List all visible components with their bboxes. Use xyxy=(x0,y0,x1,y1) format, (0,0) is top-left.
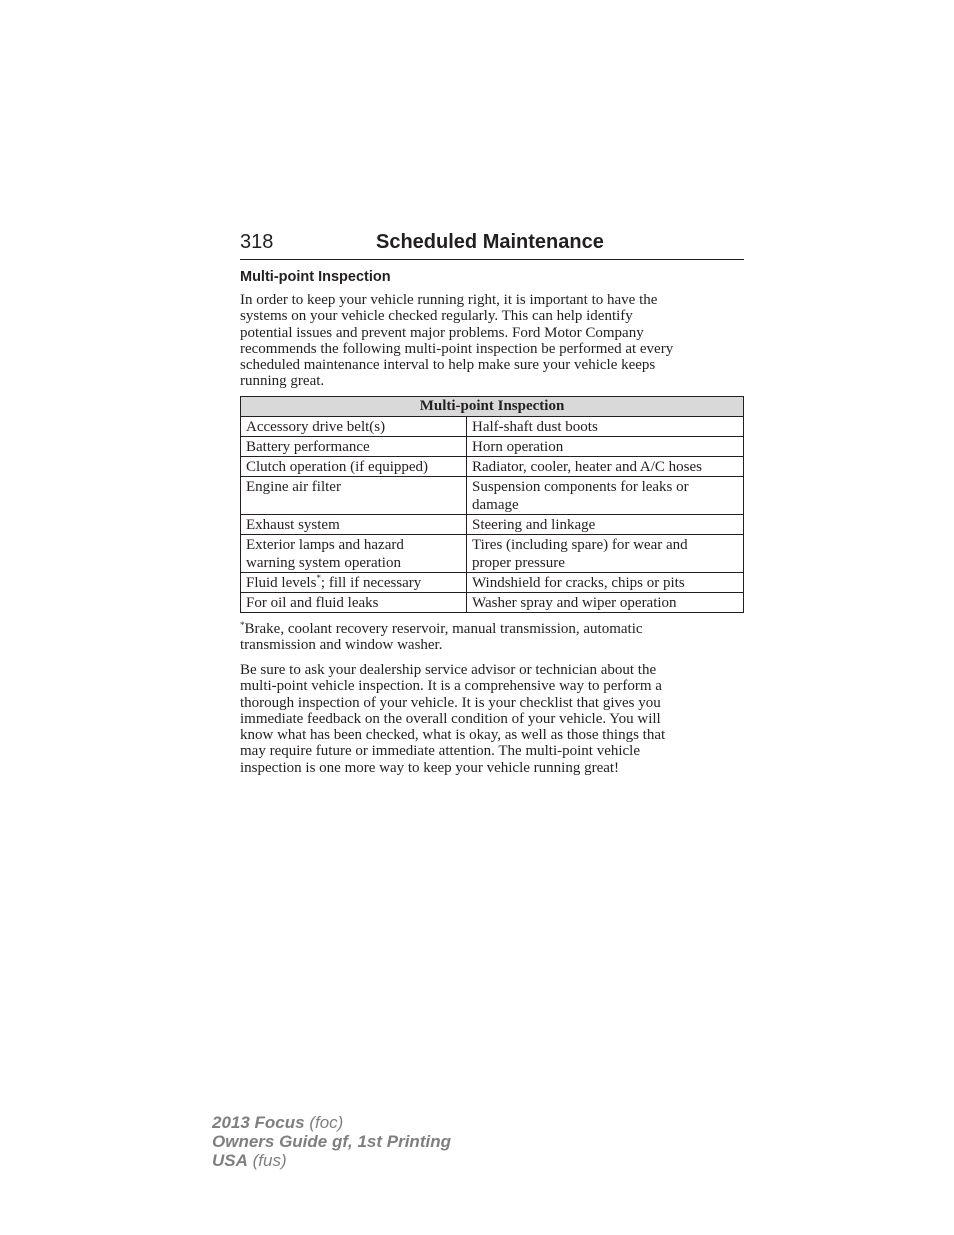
table-row xyxy=(241,417,744,437)
table-cell-left xyxy=(241,535,467,573)
footer-line xyxy=(212,1113,451,1132)
table-cell-left: Accessory drive belt(s) xyxy=(241,417,467,437)
footer-region-code: (fus) xyxy=(252,1151,287,1170)
table-row xyxy=(241,515,744,535)
intro-line: running great. xyxy=(240,373,325,390)
intro-line: In order to keep your vehicle running right, it is important to have the xyxy=(240,292,658,308)
footer-line xyxy=(212,1132,451,1151)
page-header xyxy=(240,228,744,260)
table-cell-right: Horn operation xyxy=(467,437,744,457)
table-row xyxy=(241,593,744,613)
table-cell-right: Steering and linkage xyxy=(467,515,744,535)
footnote-text: Brake, coolant recovery reservoir, manual transmission, automatic xyxy=(244,621,643,637)
closing-line: Be sure to ask your dealership service advisor or technician about the xyxy=(240,662,657,678)
table-cell-right: Windshield for cracks, chips or pits xyxy=(467,573,744,593)
table-row xyxy=(241,573,744,593)
table-cell-left: Battery performance xyxy=(241,437,467,457)
table-cell-left: Engine air filter xyxy=(241,477,467,515)
cell-line: Exterior lamps and hazard xyxy=(246,537,404,553)
page-number: 318 xyxy=(240,231,274,253)
subheading: Multi-point Inspection xyxy=(240,269,391,285)
table-cell-right: Half-shaft dust boots xyxy=(467,417,744,437)
intro-line: scheduled maintenance interval to help make sure your vehicle keeps xyxy=(240,357,656,374)
table-cell-left xyxy=(241,573,467,593)
table-cell-left: Clutch operation (if equipped) xyxy=(241,457,467,477)
section-title: Scheduled Maintenance xyxy=(376,231,604,253)
table-row xyxy=(241,477,744,515)
footnote xyxy=(240,621,744,654)
table-cell-left: Exhaust system xyxy=(241,515,467,535)
intro-line: recommends the following multi-point inspection be performed at every xyxy=(240,340,674,357)
cell-line: warning system operation xyxy=(246,555,401,571)
table-cell-right: Washer spray and wiper operation xyxy=(467,593,744,613)
table-cell-left: For oil and fluid leaks xyxy=(241,593,467,613)
closing-line: immediate feedback on the overall condition of your vehicle. You will xyxy=(240,710,661,727)
closing-line: know what has been checked, what is okay, as well as those things that xyxy=(240,727,666,744)
footer-region: USA xyxy=(212,1151,248,1170)
inspection-table xyxy=(240,396,744,613)
cell-line: damage xyxy=(472,497,519,513)
intro-line: potential issues and prevent major problems. Ford Motor Company xyxy=(240,324,644,341)
table-row xyxy=(241,535,744,573)
closing-line: inspection is one more way to keep your vehicle running great! xyxy=(240,759,620,776)
page-footer xyxy=(212,1113,451,1170)
intro-line: systems on your vehicle checked regularly. This can help identify xyxy=(240,308,633,325)
footer-guide: Owners Guide gf, 1st Printing xyxy=(212,1132,451,1151)
closing-line: multi-point vehicle inspection. It is a comprehensive way to perform a xyxy=(240,678,662,695)
cell-line: Suspension components for leaks or xyxy=(472,479,689,495)
footer-model-code: (foc) xyxy=(309,1113,344,1132)
footnote-mark: * xyxy=(316,573,321,583)
cell-line: Tires (including spare) for wear and xyxy=(472,537,688,553)
cell-line: proper pressure xyxy=(472,555,565,571)
closing-paragraph xyxy=(240,662,744,776)
footer-line xyxy=(212,1151,451,1170)
cell-text: ; fill if necessary xyxy=(320,575,422,591)
cell-text: Fluid levels xyxy=(246,575,317,591)
footnote-mark: * xyxy=(240,620,245,630)
table-row xyxy=(241,457,744,477)
closing-line: may require future or immediate attention. The multi-point vehicle xyxy=(240,743,641,760)
table-title: Multi-point Inspection xyxy=(241,397,744,417)
table-cell-right xyxy=(467,477,744,515)
table-header-row xyxy=(241,397,744,417)
table-cell-right xyxy=(467,535,744,573)
table-row xyxy=(241,437,744,457)
footnote-line: transmission and window washer. xyxy=(240,637,443,654)
footnote-line xyxy=(240,621,744,637)
table-cell-right: Radiator, cooler, heater and A/C hoses xyxy=(467,457,744,477)
intro-paragraph xyxy=(240,292,744,390)
closing-line: thorough inspection of your vehicle. It is your checklist that gives you xyxy=(240,694,661,711)
footer-model: 2013 Focus xyxy=(212,1113,305,1132)
